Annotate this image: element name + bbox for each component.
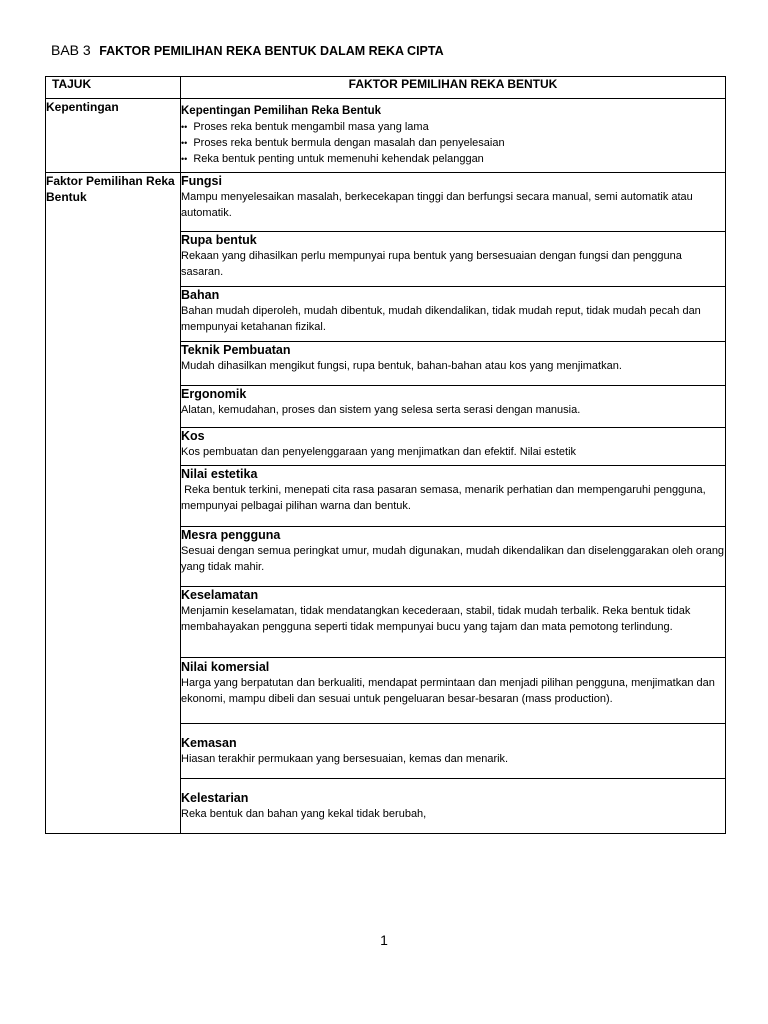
factor-description: Alatan, kemudahan, proses dan sistem yang selesa serta serasi dengan manusia.: [181, 404, 581, 416]
factor-title: Keselamatan: [181, 588, 259, 602]
kepentingan-content: [181, 99, 726, 173]
factor-title: Teknik Pembuatan: [181, 343, 291, 357]
factor-cell: [181, 779, 726, 834]
chapter-number: BAB 3: [51, 42, 91, 58]
list-item: •• Proses reka bentuk mengambil masa yang lama: [181, 119, 725, 135]
header-tajuk: TAJUK: [46, 77, 181, 99]
factor-cell: [181, 658, 726, 724]
kepentingan-row: [46, 99, 726, 173]
factor-title: Rupa bentuk: [181, 233, 257, 247]
factor-title: Nilai estetika: [181, 467, 258, 481]
chapter-title: FAKTOR PEMILIHAN REKA BENTUK DALAM REKA CIPTA: [99, 44, 444, 58]
factor-description: Reka bentuk terkini, menepati cita rasa pasaran semasa, menarik perhatian dan mempengaruhi pengguna, mempunyai pelbagai pilihan warna dan bentuk.: [181, 484, 709, 512]
factor-title: Fungsi: [181, 174, 222, 188]
factor-title: Kemasan: [181, 736, 237, 750]
factor-description: Kos pembuatan dan penyelenggaraan yang menjimatkan dan efektif. Nilai estetik: [181, 446, 577, 458]
faktor-label: Faktor Pemilihan Reka Bentuk: [46, 173, 181, 834]
kepentingan-title: Kepentingan Pemilihan Reka Bentuk: [181, 105, 382, 117]
factor-description: Reka bentuk dan bahan yang kekal tidak berubah,: [181, 808, 427, 820]
factor-cell: [181, 724, 726, 779]
factor-description: Menjamin keselamatan, tidak mendatangkan kecederaan, stabil, tidak mudah terbalik. Reka bentuk tidak membahayakan pengguna seperti tidak mempunyai bucu yang tajam dan mata pemotong terlindung.: [181, 605, 691, 633]
factor-cell: [181, 527, 726, 587]
factor-cell: [181, 232, 726, 287]
table-header-row: [46, 77, 726, 99]
factor-title: Kelestarian: [181, 791, 249, 805]
page-heading: [51, 42, 444, 58]
kepentingan-bullets: [181, 119, 725, 167]
factor-title: Nilai komersial: [181, 660, 270, 674]
factor-cell: [181, 587, 726, 658]
header-faktor: FAKTOR PEMILIHAN REKA BENTUK: [181, 77, 726, 99]
list-item: •• Reka bentuk penting untuk memenuhi kehendak pelanggan: [181, 151, 725, 167]
factor-description: Harga yang berpatutan dan berkualiti, mendapat permintaan dan menjadi pilihan pengguna, menjimatkan dan ekonomi, mampu dibeli dan sesuai untuk pengeluaran besar-besaran (mass production).: [181, 677, 715, 705]
factor-cell: [181, 173, 726, 232]
factor-title: Kos: [181, 429, 205, 443]
factor-title: Bahan: [181, 288, 220, 302]
factor-title: Mesra pengguna: [181, 528, 281, 542]
factor-description: Sesuai dengan semua peringkat umur, mudah digunakan, mudah dikendalikan dan diselenggarakan oleh orang yang tidak mahir.: [181, 545, 725, 573]
factor-description: Mampu menyelesaikan masalah, berkecekapan tinggi dan berfungsi secara manual, semi automatik atau automatik.: [181, 191, 693, 219]
factor-cell: [181, 287, 726, 342]
list-item: •• Proses reka bentuk bermula dengan masalah dan penyelesaian: [181, 135, 725, 151]
kepentingan-label: Kepentingan: [46, 99, 181, 173]
factors-table: [45, 76, 726, 834]
factor-title: Ergonomik: [181, 387, 247, 401]
page-number: 1: [380, 932, 388, 948]
factor-cell: [181, 386, 726, 428]
factor-description: Bahan mudah diperoleh, mudah dibentuk, mudah dikendalikan, tidak mudah reput, tidak mudah pecah dan mempunyai ketahanan fizikal.: [181, 305, 701, 333]
factor-cell: [181, 342, 726, 386]
factor-description: Hiasan terakhir permukaan yang bersesuaian, kemas dan menarik.: [181, 753, 509, 765]
factor-cell: [181, 466, 726, 527]
factor-row: [46, 173, 726, 232]
factor-description: Rekaan yang dihasilkan perlu mempunyai rupa bentuk yang bersesuaian dengan fungsi dan pengguna sasaran.: [181, 250, 682, 278]
factor-description: Mudah dihasilkan mengikut fungsi, rupa bentuk, bahan-bahan atau kos yang menjimatkan.: [181, 360, 622, 372]
factor-cell: [181, 428, 726, 466]
